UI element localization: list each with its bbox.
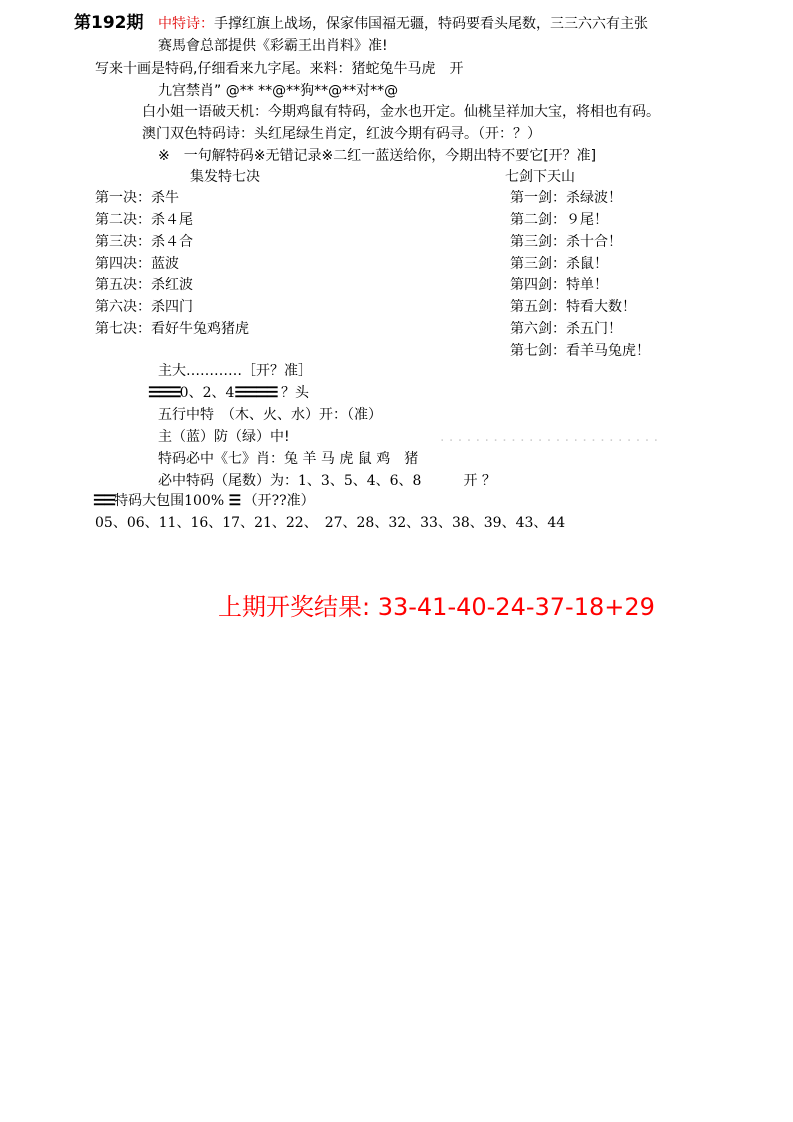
list-item: 第五决：杀红波 [95, 277, 193, 293]
left-column-title: 集发特七决 [190, 169, 260, 185]
head-numbers: 0、2、4 [179, 385, 235, 401]
list-item: 第七决：看好牛兔鸡猪虎 [95, 321, 249, 337]
poem-line-2: 赛馬會总部提供《彩霸王出肖料》准! [158, 38, 388, 54]
poem-text: 手撑红旗上战场，保家伟国福无疆，特码要看头尾数，三三六六有主张 [214, 16, 648, 32]
list-item: 第六决：杀四门 [95, 299, 193, 315]
list-item: 第六剑：杀五门！ [510, 321, 622, 337]
list-item: 第三剑：杀鼠！ [510, 256, 608, 272]
poem-line-1 [158, 14, 648, 34]
bar-glyph: ☰☰☰ [148, 385, 180, 401]
bar-glyph: ☰ [228, 493, 240, 509]
list-item: 第四决：蓝波 [95, 256, 179, 272]
head-suffix: ？头 [281, 385, 310, 401]
intro-line-3: 白小姐一语破天机：今期鸡鼠有特码，金水也开定。仙桃呈祥加大宝，将相也有码。 [142, 104, 660, 120]
list-item: 第一剑：杀绿波！ [510, 190, 622, 206]
list-item: 第二决：杀４尾 [95, 212, 193, 228]
package-numbers: 05、06、11、16、17、21、22、 27、28、32、33、38、39、43、44 [95, 515, 566, 531]
bar-glyph: ☰☰ [93, 493, 115, 509]
right-column-title: 七剑下天山 [505, 169, 575, 185]
intro-line-4: 澳门双色特码诗：头红尾绿生肖定，红波今期有码寻。（开：？） [142, 126, 541, 142]
list-item: 第四剑：特单！ [510, 277, 608, 293]
list-item: 第二剑：９尾！ [510, 212, 608, 228]
list-item: 第七剑：看羊马兔虎！ [510, 343, 650, 359]
last-draw-result: 上期开奖结果: 33-41-40-24-37-18+29 [218, 593, 655, 621]
list-item: 第一决：杀牛 [95, 190, 179, 206]
poem-label: 中特诗： [158, 16, 214, 32]
intro-line-1: 写来十画是特码,仔细看来九字尾。来料：猪蛇兔牛马虎 开 [95, 61, 464, 77]
tail-line: 必中特码（尾数）为：1、3、5、4、6、8 开 ？ [158, 473, 496, 489]
bar-glyph: ☰☰☰☰ [234, 385, 277, 401]
head-number-line [148, 383, 309, 403]
list-item: 第三决：杀４合 [95, 234, 193, 250]
package-line [93, 491, 315, 511]
faint-dots: . . . . . . . . . . . . . . . . . . . . . . . . . [440, 429, 659, 445]
color-line: 主（蓝）防（绿）中! [158, 429, 290, 445]
list-item: 第三剑：杀十合！ [510, 234, 622, 250]
zodiac-line: 特码必中《七》肖：兔 羊 马 虎 鼠 鸡 猪 [158, 451, 419, 467]
period-label: 第192期 [74, 13, 144, 33]
package-suffix: （开??准） [243, 493, 315, 509]
intro-line-2: 九宫禁肖” @** **@**狗**@**对**@ [158, 83, 399, 99]
package-label: 特码大包围100% [114, 493, 225, 509]
list-item: 第五剑：特看大数！ [510, 299, 636, 315]
wuxing-line: 五行中特 （木、火、水）开：（准） [158, 407, 382, 423]
intro-line-5: ※ 一句解特码※无错记录※二红一蓝送给你，今期出特不要它[开？准] [158, 148, 597, 164]
main-big-line: 主大…………［开？准］ [158, 363, 312, 379]
